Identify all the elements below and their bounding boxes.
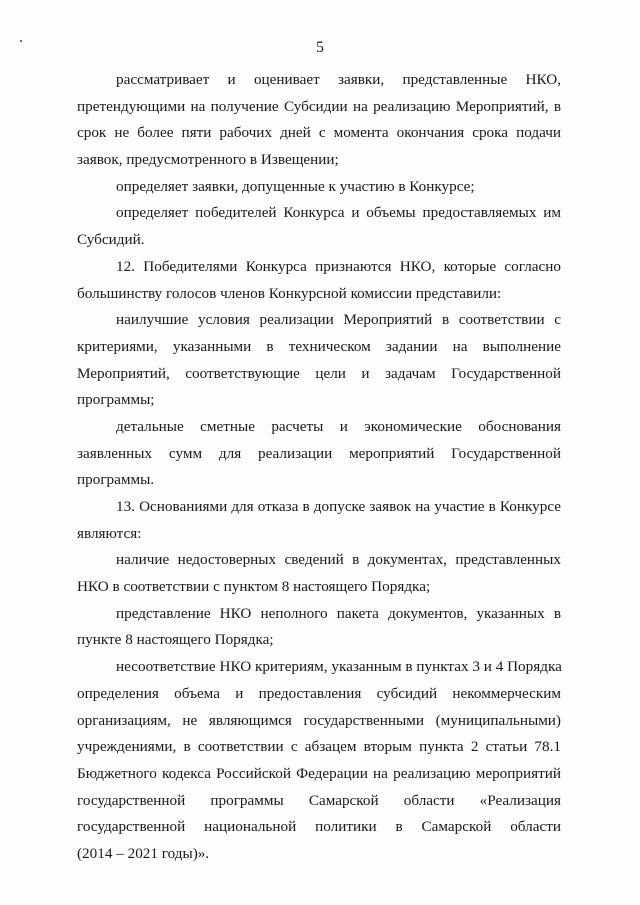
text-line: государственной национальной политики в Самарской области [77,818,561,836]
text-line: несоответствие НКО критериям, указанным в пунктах 3 и 4 Порядка [116,658,562,676]
text-line: наилучшие условия реализации Мероприятий в соответствии с [116,311,561,329]
text-line: НКО в соответствии с пунктом 8 настоящего Порядка; [77,578,431,596]
text-line: представление НКО неполного пакета документов, указанных в [116,604,561,622]
text-line: 12. Победителями Конкурса признаются НКО, которые согласно [116,257,561,275]
page-number: 5 [316,39,324,56]
text-line: срок не более пяти рабочих дней с момента окончания срока подачи [77,124,561,142]
text-line: государственной программы Самарской области «Реализация [77,791,561,809]
text-line: (2014 – 2021 годы)». [77,844,210,862]
text-line: наличие недостоверных сведений в документах, представленных [116,551,561,569]
text-line: рассматривает и оценивает заявки, представленные НКО, [116,71,561,88]
text-line: Бюджетного кодекса Российской Федерации на реализацию мероприятий [77,764,561,782]
text-line: заявленных сумм для реализации мероприятий Государственной [77,444,561,462]
text-line: организациям, не являющимся государственными (муниципальными) [77,711,561,729]
text-line: большинству голосов членов Конкурсной комиссии представили: [77,284,502,302]
text-line: являются: [77,524,142,542]
text-line: Мероприятий, соответствующие цели и задачам Государственной [77,364,561,382]
text-line: пункте 8 настоящего Порядка; [77,631,274,649]
text-line: претендующими на получение Субсидии на реализацию Мероприятий, в [77,97,561,115]
text-line: определения объема и предоставления субсидий некоммерческим [77,684,561,702]
text-line: программы. [77,471,155,489]
text-line: детальные сметные расчеты и экономические обоснования [116,417,561,435]
text-line: определяет заявки, допущенные к участию в Конкурсе; [116,177,475,195]
text-line: заявок, предусмотренного в Извещении; [77,151,339,169]
document-body [77,67,561,868]
text-line: Субсидий. [77,231,145,249]
text-line: учреждениями, в соответствии с абзацем вторым пункта 2 статьи 78.1 [77,738,561,756]
text-line: определяет победителей Конкурса и объемы предоставляемых им [116,204,561,222]
text-line: критериями, указанными в техническом задании на выполнение [77,337,561,355]
text-line: программы; [77,391,155,409]
text-line: 13. Основаниями для отказа в допуске заявок на участие в Конкурсе [116,498,561,515]
